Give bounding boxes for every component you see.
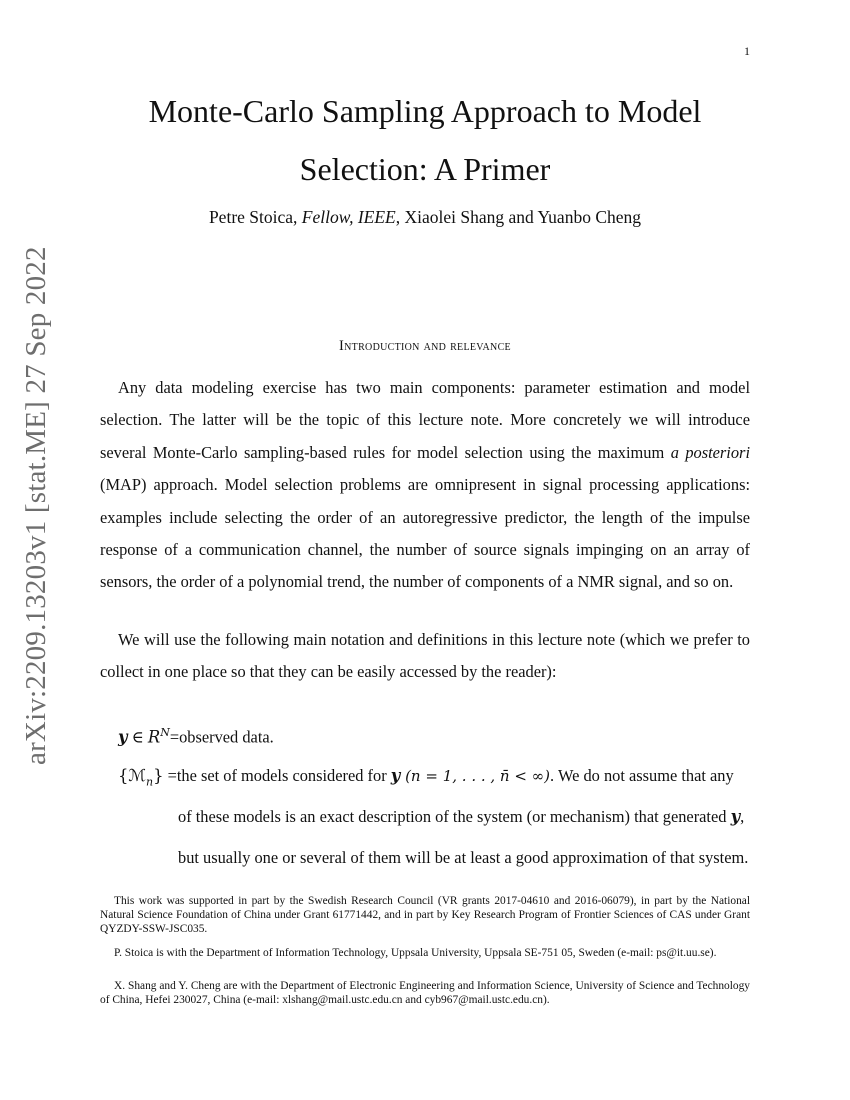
author-membership: Fellow, IEEE: [301, 207, 396, 227]
section-heading: Introduction and relevance: [339, 338, 511, 354]
para1-text-a: Any data modeling exercise has two main components: parameter estimation and model selection. The latter will be the topic of this lecture note. More concretely we will introduce several Monte-Carlo sampling-based rules for model selection using the maximum: [100, 378, 750, 462]
author-stoica: Petre Stoica,: [208, 207, 302, 227]
definition-text-1: =the set of models considered for: [163, 766, 391, 785]
definition-model-set-line-2: [178, 805, 744, 829]
element-of: ∈: [127, 727, 148, 747]
page-number: 1: [744, 44, 750, 58]
footnote-affiliation-stoica: P. Stoica is with the Department of Information Technology, Uppsala University, Uppsala SE-751 05, Sweden (e-mail: ps@it.uu.se).: [114, 947, 717, 959]
definition-model-set-line-3: but usually one or several of them will be at least a good approximation of that system.: [178, 848, 749, 867]
arxiv-identifier-stamp: arXiv:2209.13203v1 [stat.ME] 27 Sep 2022: [20, 246, 52, 765]
symbol-brace-close: }: [153, 766, 164, 785]
title-line-2: Selection: A Primer: [299, 151, 551, 187]
definition-line-2-end: ,: [740, 807, 745, 826]
symbol-real-set: R: [147, 727, 161, 747]
title-line-1: Monte-Carlo Sampling Approach to Model: [148, 93, 702, 129]
footnote-funding: This work was supported in part by the Swedish Research Council (VR grants 2017-04610 and 2016-06079), in part by the National Natural Science Foundation of China under Grant 61771442, and in part by Key Research Program of Frontier Sciences of CAS under Grant QYZDY-SSW-JSC035.: [100, 895, 750, 936]
author-line: [100, 205, 750, 229]
paper-title: [100, 82, 750, 198]
symbol-y: y: [118, 727, 128, 747]
definition-text: =observed data.: [169, 727, 274, 747]
author-coauthors: , Xiaolei Shang and Yuanbo Cheng: [395, 207, 642, 227]
symbol-y-3: y: [730, 807, 741, 826]
definition-model-set: [118, 764, 734, 794]
definition-line-2-text: of these models is an exact description of the system (or mechanism) that generated: [178, 807, 731, 826]
symbol-model-set: {ℳ: [118, 766, 146, 785]
symbol-subscript-n: n: [145, 775, 154, 789]
para1-text-b: (MAP) approach. Model selection problems are omnipresent in signal processing applications: examples include selecting the order of an autoregressive predictor, the length of the impulse response of a communication channel, the number of source signals impinging on an array of sensors, the order of a polynomial trend, the number of components of a NMR signal, and so on.: [100, 475, 750, 592]
intro-paragraph-2: We will use the following main notation and definitions in this lecture note (which we prefer to collect in one place so that they can be easily accessed by the reader):: [100, 630, 750, 682]
footnote-affiliation-shang-cheng: X. Shang and Y. Cheng are with the Department of Electronic Engineering and Information Science, University of Science and Technology of China, Hefei 230027, China (e-mail: xlshang@mail.ustc.edu.cn and cyb967@mail.ustc.edu.cn).: [100, 980, 750, 1007]
para1-italic-term: a posteriori: [670, 442, 750, 462]
symbol-superscript-n: N: [160, 726, 170, 739]
definition-observed-data: [118, 721, 274, 749]
intro-paragraph-1: [100, 372, 750, 599]
symbol-y-2: y: [390, 766, 401, 785]
model-index-range: (n = 1, . . . , n̄ < ∞): [400, 767, 551, 785]
definition-text-2: . We do not assume that any: [550, 766, 734, 785]
